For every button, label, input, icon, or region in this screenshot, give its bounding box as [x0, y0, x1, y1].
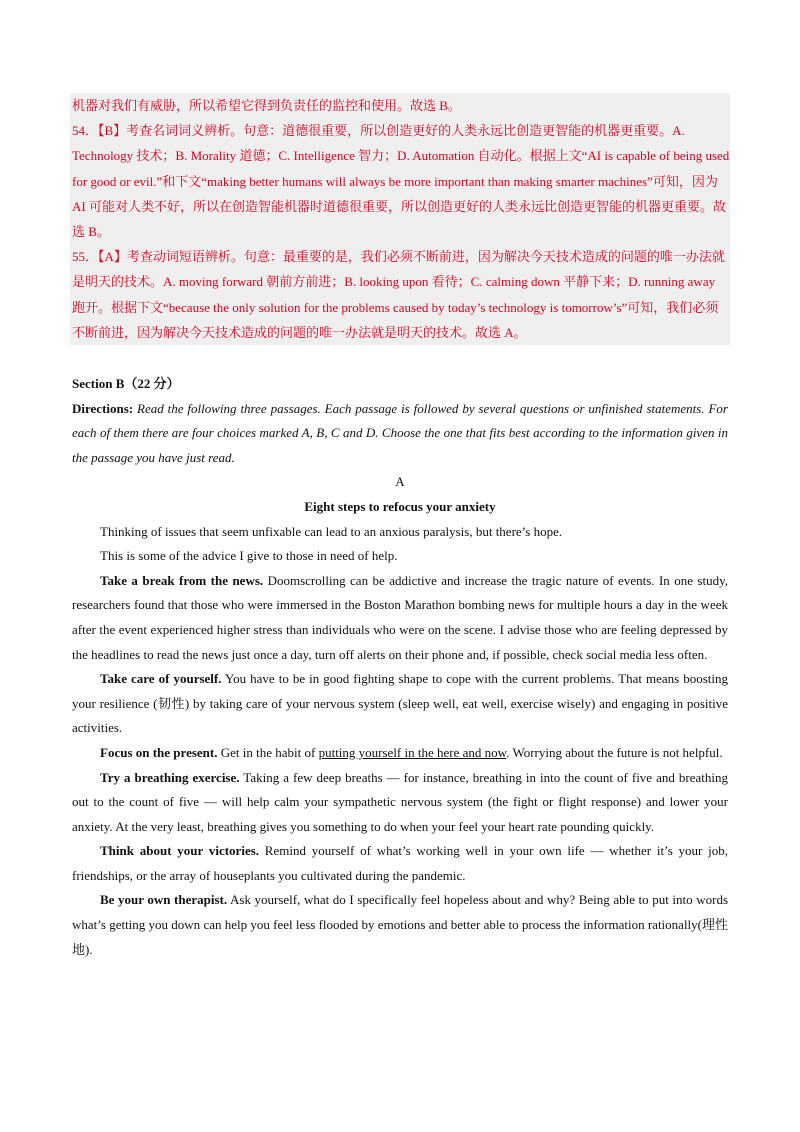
answer-explanations [70, 93, 730, 345]
passage-title: Eight steps to refocus your anxiety [304, 498, 496, 514]
underlined-phrase: putting yourself in the here and now [318, 744, 507, 760]
answer-55: 55．【A】考查动词短语辨析。句意：最重要的是，我们必须不断前进，因为解决今天技术造成的问题的唯一办法就是明天的技术。A. moving forward 朝前方前进；B. looking upon 看待；C. calming down 平静下来；D. running away 跑开。根据下文“because the only solution for the problems caused by today’s technology is tomorrow’s”可知，我们必须不断前进，因为解决今天技术造成的问题的唯一办法就是明天的技术。故选 A。 [72, 249, 725, 340]
paragraph-news: Take a break from the news. Doomscrolling can be addictive and increase the tragic nature of events. In one study, researchers found that those who were immersed in the Boston Marathon bombing news for multiple hours a day in the week after the event experienced higher stress than individuals who were on the scene. I advise those who are feeling depressed by the headlines to read the news just once a day, turn off alerts on their phone and, if possible, check social media less often. [72, 572, 728, 662]
step-heading: Take a break from the news. [100, 572, 264, 588]
paragraph-breathing: Try a breathing exercise. Taking a few deep breaths — for instance, breathing in into the count of five and breathing out to the count of five — will help calm your sympathetic nervous system (the fight or flight response) and lower your anxiety. At the very least, breathing gives you something to do when your feel your heart rate pounding quickly. [72, 769, 728, 834]
step-heading: Try a breathing exercise. [100, 769, 240, 785]
step-heading: Think about your victories. [100, 843, 260, 859]
directions-label: Directions: [72, 400, 134, 416]
answer-53-tail: 机器对我们有威胁，所以希望它得到负责任的监控和使用。故选 B。 [72, 98, 461, 113]
section-heading: Section B（22 分） [72, 376, 180, 391]
passage-letter: A [395, 474, 405, 490]
section-b [72, 372, 728, 962]
answer-54: 54．【B】考查名词词义辨析。句意：道德很重要，所以创造更好的人类永远比创造更智能的机器更重要。A. Technology 技术；B. Morality 道德；C. Intelligence 智力；D. Automation 自动化。根据上文“AI is capable of being used for good or evil.”和下文“making better humans will always be more important than making smarter machines”可知，因为 AI 可能对人类不好，所以在创造智能机器时道德很重要，所以创造更好的人类永远比创造更智能的机器更重要。故选 B。 [72, 123, 730, 240]
paragraph-self-care: Take care of yourself. You have to be in good fighting shape to cope with the current problems. That means boosting your resilience (韧性) by taking care of your nervous system (sleep well, eat well, exercise wisely) and engaging in positive activities. [72, 671, 728, 736]
paragraph-therapist: Be your own therapist. Ask yourself, what do I specifically feel hopeless about and why? Being able to put into words what’s getting you down can help you feel less flooded by emotions and better able to process the information rationally(理性地). [72, 892, 728, 957]
paragraph-intro: Thinking of issues that seem unfixable can lead to an anxious paralysis, but there’s hope. [100, 523, 563, 539]
paragraph-victories: Think about your victories. Remind yourself of what’s working well in your own life — whether it’s your job, friendships, or the array of houseplants you cultivated during the pandemic. [72, 843, 728, 883]
step-heading: Take care of yourself. [100, 671, 222, 687]
paragraph-present: Focus on the present. Get in the habit of putting yourself in the here and now. Worrying about the future is not helpful. [100, 744, 723, 760]
paragraph-advice: This is some of the advice I give to those in need of help. [100, 548, 398, 564]
directions-text: Read the following three passages. Each passage is followed by several questions or unfinished statements. For each of them there are four choices marked A, B, C and D. Choose the one that fits best according to the information given in the passage you have just read. [72, 400, 728, 465]
step-heading: Focus on the present. [100, 744, 218, 760]
directions [72, 397, 728, 471]
step-heading: Be your own therapist. [100, 892, 228, 908]
